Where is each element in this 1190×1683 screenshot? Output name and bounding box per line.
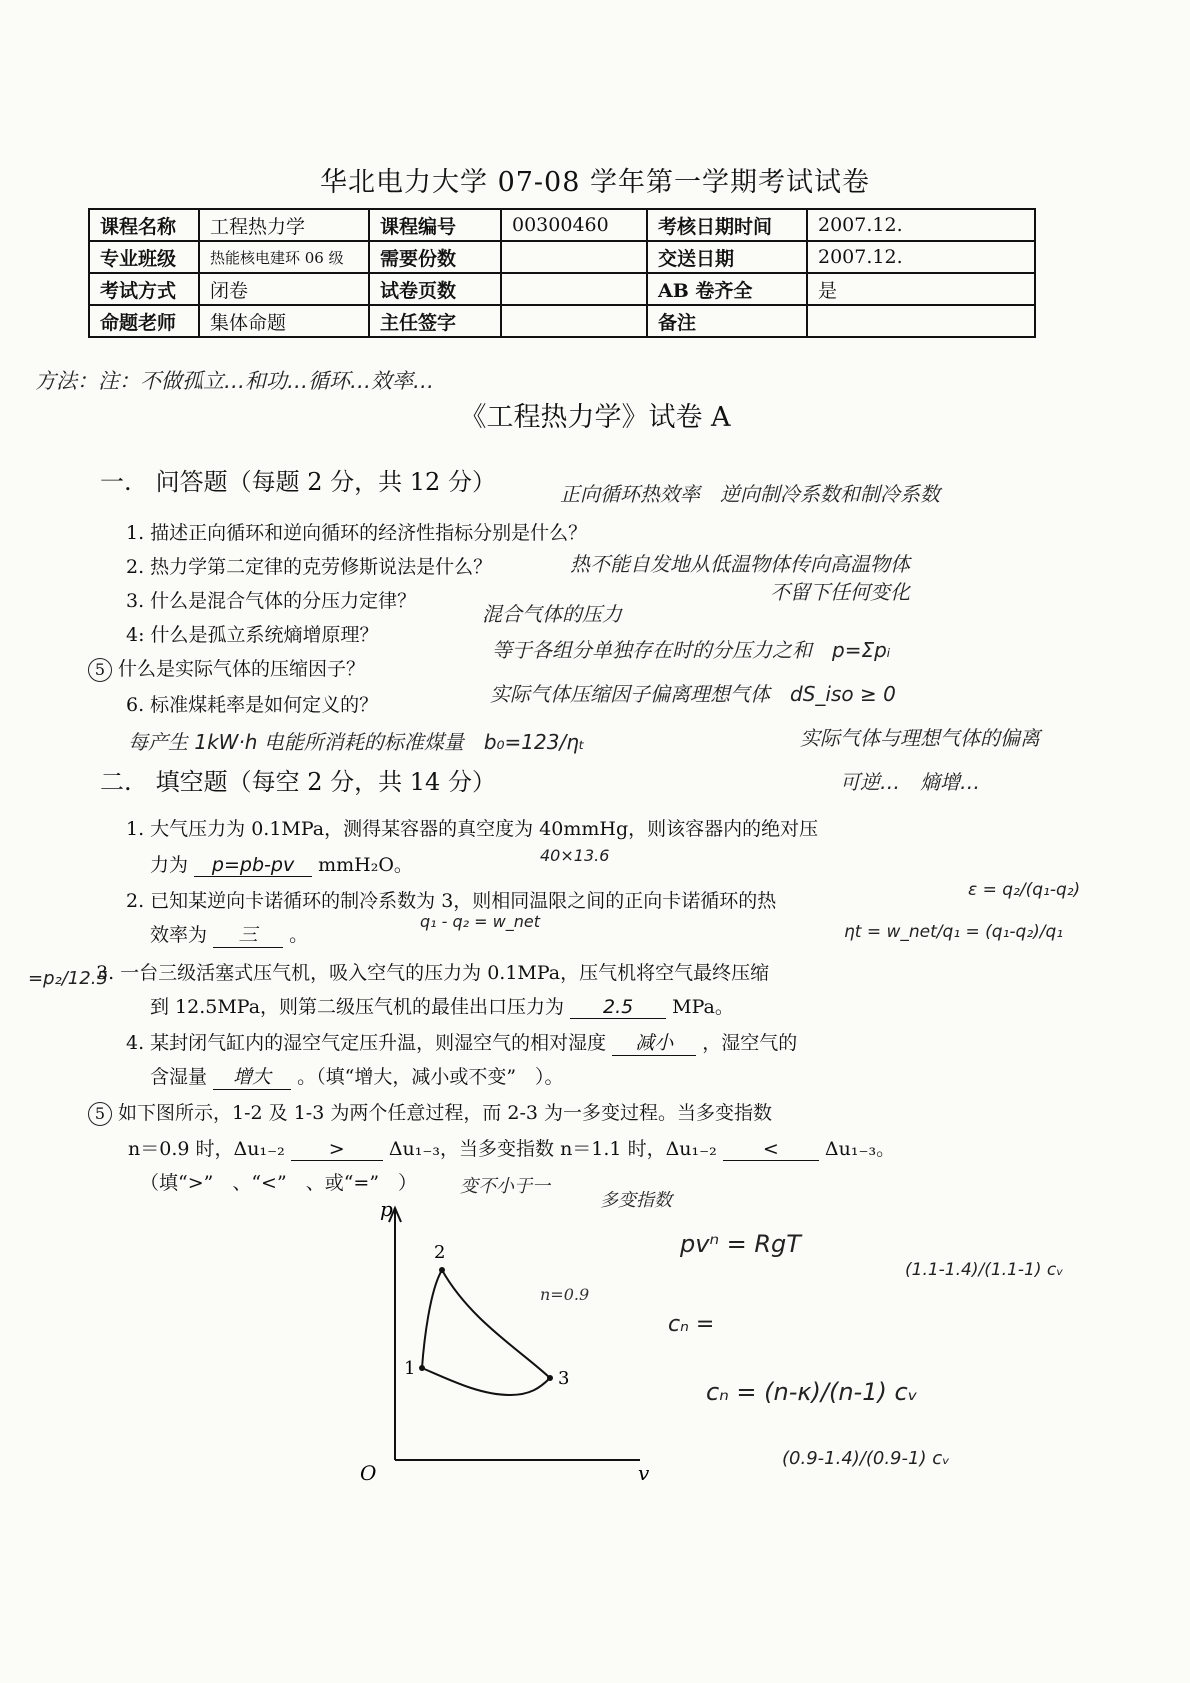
point-3-label: 3: [558, 1368, 570, 1389]
table-cell: 工程热力学: [199, 209, 369, 241]
answer-blank: 三: [213, 920, 283, 948]
question-text: MPa。: [672, 996, 734, 1018]
question-text: [150, 992, 734, 1019]
circled-number: 5: [88, 658, 112, 682]
table-cell: 需要份数: [369, 241, 501, 273]
point-1-label: 1: [404, 1358, 416, 1379]
table-cell: 课程名称: [89, 209, 199, 241]
question-text: 6. 标准煤耗率是如何定义的？: [126, 694, 379, 716]
question-text: 含湿量: [150, 1066, 208, 1088]
table-cell: 是: [807, 273, 1035, 305]
question-text: 4: 什么是孤立系统熵增原理？: [126, 624, 379, 646]
table-row: [89, 305, 1035, 337]
handwritten-formula: (1.1-1.4)/(1.1-1) cᵥ: [905, 1260, 1064, 1280]
handwritten-answer: 热不能自发地从低温物体传向高温物体: [570, 552, 910, 576]
table-cell: [501, 241, 647, 273]
question-text: 如下图所示，1-2 及 1-3 为两个任意过程，而 2-3 为一多变过程。当多变指数: [118, 1102, 773, 1124]
question-text: [128, 1134, 895, 1161]
question-text: [88, 1098, 772, 1126]
table-cell: 00300460: [501, 209, 647, 241]
table-cell: AB 卷齐全: [647, 273, 807, 305]
question-text: 什么是实际气体的压缩因子？: [118, 658, 366, 680]
handwritten-answer: 正向循环热效率 逆向制冷系数和制冷系数: [560, 482, 940, 506]
table-cell: 2007.12.: [807, 209, 1035, 241]
table-row: [89, 273, 1035, 305]
process-curve-1-3: [422, 1368, 550, 1395]
point-3-marker: [547, 1375, 553, 1381]
section-heading: 二. 填空题（每空 2 分，共 14 分）: [100, 768, 496, 796]
handwritten-formula: cₙ = (n-κ)/(n-1) cᵥ: [706, 1378, 918, 1406]
table-cell: 课程编号: [369, 209, 501, 241]
question-text: 力为: [150, 854, 189, 876]
question-text: 2. 已知某逆向卡诺循环的制冷系数为 3，则相同温限之间的正向卡诺循环的热: [126, 890, 777, 912]
question-text: Δu₁₋₃，当多变指数 n＝1.1 时，Δu₁₋₂: [388, 1138, 717, 1160]
question-text: 3. 什么是混合气体的分压力定律？: [126, 590, 417, 612]
question-text: [150, 1062, 564, 1090]
circled-number: 5: [88, 1102, 112, 1126]
answer-blank: 2.5: [570, 996, 666, 1019]
handwritten-formula: (0.9-1.4)/(0.9-1) cᵥ: [782, 1448, 950, 1469]
table-cell: 试卷页数: [369, 273, 501, 305]
answer-blank: <: [723, 1138, 819, 1161]
process-curve-1-2-3: [422, 1270, 550, 1378]
question-text: 1. 描述正向循环和逆向循环的经济性指标分别是什么？: [126, 522, 588, 544]
course-info-table: [88, 208, 1036, 338]
table-cell: 考试方式: [89, 273, 199, 305]
table-row: [89, 209, 1035, 241]
point-2-label: 2: [434, 1242, 446, 1263]
handwritten-n: n=0.9: [540, 1285, 590, 1304]
handwritten-answer: 每产生 1kW·h 电能所消耗的标准煤量 b₀=123/ηₜ: [128, 730, 585, 754]
question-text: [126, 1028, 797, 1056]
handwritten-calc: ε = q₂/(q₁-q₂): [968, 880, 1081, 900]
handwritten-answer: 实际气体压缩因子偏离理想气体 dS_iso ≥ 0: [490, 682, 896, 706]
question-text: ，湿空气的: [702, 1032, 798, 1054]
handwritten-answer: 混合气体的压力: [482, 602, 622, 626]
table-cell: 闭卷: [199, 273, 369, 305]
handwritten-answer: 等于各组分单独存在时的分压力之和 p=Σpᵢ: [492, 638, 891, 662]
handwritten-calc: ηt = w_net/q₁ = (q₁-q₂)/q₁: [844, 922, 1064, 942]
table-cell: 考核日期时间: [647, 209, 807, 241]
handwritten-calc: q₁ - q₂ = w_net: [420, 912, 541, 931]
table-row: [89, 241, 1035, 273]
answer-blank: 减小: [612, 1028, 696, 1056]
question-text: （填“>” 、“<” 、或“=” ）: [140, 1172, 418, 1194]
table-cell: 备注: [647, 305, 807, 337]
table-cell: [501, 305, 647, 337]
question-text: [150, 850, 413, 877]
answer-blank: 增大: [213, 1062, 291, 1090]
exam-title: 《工程热力学》试卷 A: [459, 402, 731, 433]
handwritten-answer: 实际气体与理想气体的偏离: [800, 726, 1040, 750]
handwritten-formula: pvⁿ = RgT: [680, 1230, 801, 1258]
answer-blank: >: [291, 1138, 383, 1161]
x-axis-label: v: [638, 1461, 650, 1485]
question-text: n＝0.9 时，Δu₁₋₂: [128, 1138, 285, 1160]
question-text: 到 12.5MPa，则第二级压气机的最佳出口压力为: [150, 996, 565, 1018]
question-text: 。: [289, 924, 309, 946]
question-text: 3. 一台三级活塞式压气机，吸入空气的压力为 0.1MPa，压气机将空气最终压缩: [96, 962, 770, 984]
section-heading: 一. 问答题（每题 2 分，共 12 分）: [100, 468, 496, 496]
handwritten-formula: cₙ =: [668, 1312, 715, 1337]
page-title: 华北电力大学 07-08 学年第一学期考试试卷: [319, 167, 870, 198]
question-text: 1. 大气压力为 0.1MPa，测得某容器的真空度为 40mmHg，则该容器内的绝对压: [126, 818, 819, 840]
point-2-marker: [439, 1267, 445, 1273]
table-cell: [501, 273, 647, 305]
table-cell: 热能核电建环 06 级: [199, 241, 369, 273]
handwritten-calc: =p₂/12.5: [28, 968, 108, 989]
table-cell: 交送日期: [647, 241, 807, 273]
question-text: Δu₁₋₃。: [824, 1138, 896, 1160]
handwritten-note: 变不小于一: [460, 1176, 550, 1197]
handwritten-answer: 可逆… 熵增…: [840, 770, 980, 794]
handwritten-calc: 40×13.6: [540, 846, 610, 865]
question-text: 2. 热力学第二定律的克劳修斯说法是什么？: [126, 556, 493, 578]
answer-blank: p=pb-pv: [194, 854, 312, 877]
table-cell: 集体命题: [199, 305, 369, 337]
table-cell: 专业班级: [89, 241, 199, 273]
table-cell: [807, 305, 1035, 337]
question-text: 效率为: [150, 924, 208, 946]
table-cell: 2007.12.: [807, 241, 1035, 273]
point-1-marker: [419, 1365, 425, 1371]
handwritten-answer: 不留下任何变化: [770, 580, 910, 604]
question-text: [88, 654, 365, 682]
handwritten-note: 方法：注：不做孤立…和功…循环…效率…: [35, 369, 434, 393]
question-text: 。（填“增大，减小或不变” ）。: [297, 1066, 564, 1088]
question-text: [150, 920, 308, 948]
pv-diagram: [340, 1190, 680, 1490]
question-text: mmH₂O。: [318, 854, 413, 876]
question-text: 4. 某封闭气缸内的湿空气定压升温，则湿空气的相对湿度: [126, 1032, 607, 1054]
origin-label: O: [360, 1461, 377, 1485]
table-cell: 主任签字: [369, 305, 501, 337]
handwritten-note: 多变指数: [600, 1190, 672, 1211]
y-axis-label: p: [380, 1197, 393, 1221]
table-cell: 命题老师: [89, 305, 199, 337]
